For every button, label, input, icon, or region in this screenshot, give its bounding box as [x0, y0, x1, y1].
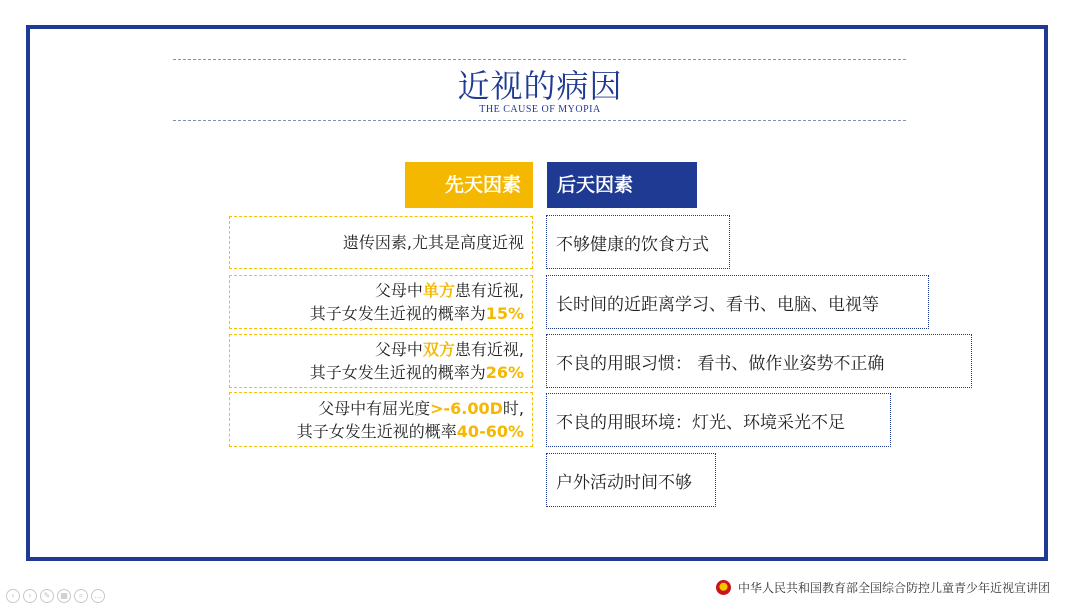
prev-slide-icon[interactable]: ‹	[6, 589, 20, 603]
factor-line	[375, 279, 524, 302]
more-options-icon[interactable]: …	[91, 589, 105, 603]
factor-line	[310, 302, 524, 325]
acquired-factors-header: 后天因素	[547, 162, 697, 208]
factor-text: 户外活动时间不够	[556, 472, 692, 493]
factor-text: 父母中有屈光度	[318, 398, 431, 418]
congenital-factor-box	[229, 392, 533, 447]
factor-text: 不够健康的饮食方式	[556, 234, 709, 255]
factor-text: 其子女发生近视的概率	[296, 421, 457, 441]
factor-text: 患有近视,	[454, 281, 524, 300]
factor-line	[310, 361, 524, 384]
factor-text: 患有近视,	[454, 340, 524, 359]
factor-highlight: 15%	[485, 304, 524, 323]
factor-line	[343, 231, 524, 254]
national-emblem-icon	[716, 580, 731, 595]
factor-text: 不良的用眼习惯： 看书、做作业姿势不正确	[556, 353, 885, 374]
factor-text: 不良的用眼环境：灯光、环境采光不足	[556, 412, 845, 433]
footer-organization: 中华人民共和国教育部全国综合防控儿童青少年近视宣讲团	[737, 580, 1050, 595]
factor-text: 时,	[502, 398, 524, 418]
acquired-factor-box	[546, 215, 730, 269]
pen-icon[interactable]: ✎	[40, 589, 54, 603]
congenital-factor-box	[229, 275, 533, 329]
congenital-factor-box	[229, 334, 533, 388]
slideshow-controls	[6, 589, 105, 605]
congenital-factors-header: 先天因素	[405, 162, 533, 208]
factor-highlight: 双方	[422, 340, 455, 359]
acquired-factor-box	[546, 334, 972, 388]
footer	[716, 578, 1050, 596]
factor-line	[297, 420, 524, 443]
factor-text: 其子女发生近视的概率为	[309, 363, 486, 382]
factor-text: 长时间的近距离学习、看书、电脑、电视等	[556, 294, 879, 315]
factor-text: 父母中	[374, 340, 423, 359]
congenital-factor-box	[229, 216, 533, 269]
factor-text: 遗传因素,尤其是高度近视	[342, 233, 524, 252]
factor-text: 父母中	[374, 281, 423, 300]
slide-title: 近视的病因	[457, 67, 623, 105]
title-divider-bottom	[173, 120, 906, 121]
acquired-factor-box	[546, 393, 891, 447]
factor-highlight: 40-60%	[456, 421, 524, 441]
factor-highlight: 26%	[485, 363, 524, 382]
factor-text: 其子女发生近视的概率为	[309, 304, 486, 323]
zoom-icon[interactable]: ⌕	[74, 589, 88, 603]
next-slide-icon[interactable]: ›	[23, 589, 37, 603]
acquired-factor-box	[546, 275, 929, 329]
factor-highlight: >-6.00D	[430, 398, 503, 418]
acquired-factor-box	[546, 453, 716, 507]
title-divider-top	[173, 59, 906, 60]
factor-line	[375, 338, 524, 361]
slides-grid-icon[interactable]: ▦	[57, 589, 71, 603]
factor-line	[318, 397, 524, 420]
slide-subtitle: THE CAUSE OF MYOPIA	[479, 104, 601, 115]
factor-highlight: 单方	[422, 281, 455, 300]
